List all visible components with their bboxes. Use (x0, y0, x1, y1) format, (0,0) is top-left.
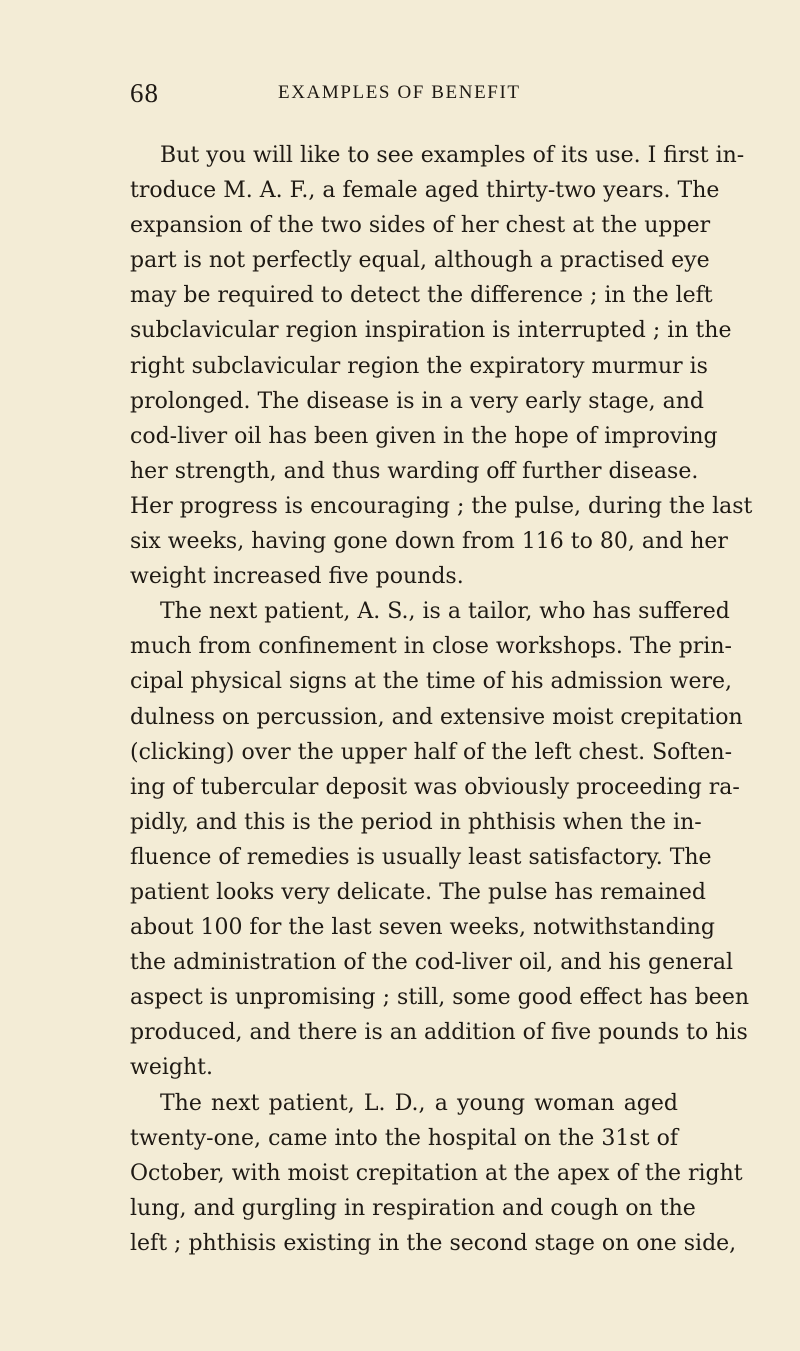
text-line: about 100 for the last seven weeks, notwithstanding (130, 915, 715, 941)
text-line: October, with moist crepitation at the apex of the right (130, 1160, 743, 1186)
text-line: the administration of the cod-liver oil, and his general (130, 950, 734, 976)
page-number: 68 (130, 78, 159, 108)
text-line: patient looks very delicate. The pulse has remained (130, 879, 706, 905)
text-line: ing of tubercular deposit was obviously proceeding ra- (130, 774, 740, 800)
running-head (130, 78, 670, 108)
paragraph-2 (130, 594, 750, 1085)
text-line: fluence of remedies is usually least satisfactory. The (130, 844, 712, 870)
paragraph-3 (130, 1086, 743, 1261)
text-line: The next patient, A. S., is a tailor, who has suffered (160, 599, 730, 625)
text-line: weight. (130, 1055, 213, 1081)
text-line: The next patient, L. D., a young woman aged (160, 1090, 678, 1116)
text-line: lung, and gurgling in respiration and cough on the (130, 1195, 696, 1221)
text-line: six weeks, having gone down from 116 to 80, and her (130, 529, 728, 555)
text-line: part is not perfectly equal, although a practised eye (130, 248, 710, 274)
text-line: dulness on percussion, and extensive moist crepitation (130, 704, 743, 730)
running-title: EXAMPLES OF BENEFIT (278, 82, 521, 103)
text-line: left ; phthisis existing in the second stage on one side, (130, 1230, 737, 1256)
text-line: cod-liver oil has been given in the hope of improving (130, 423, 718, 449)
text-line: weight increased five pounds. (130, 564, 464, 590)
text-line: Her progress is encouraging ; the pulse, during the last (130, 493, 753, 519)
text-line: But you will like to see examples of its use. I first in- (160, 143, 745, 168)
text-line: (clicking) over the upper half of the left chest. Soften- (130, 739, 733, 765)
text-line: prolonged. The disease is in a very early stage, and (130, 388, 704, 414)
text-line: troduce M. A. F., a female aged thirty-two years. The (130, 178, 720, 204)
text-line: may be required to detect the difference ; in the left (130, 283, 713, 309)
text-line: twenty-one, came into the hospital on the 31st of (130, 1125, 678, 1151)
text-line: right subclavicular region the expiratory murmur is (130, 353, 708, 379)
text-line: her strength, and thus warding off further disease. (130, 458, 699, 484)
text-line: subclavicular region inspiration is interrupted ; in the (130, 318, 732, 344)
text-line: cipal physical signs at the time of his admission were, (130, 669, 733, 695)
text-line: produced, and there is an addition of five pounds to his (130, 1020, 748, 1046)
body-text (130, 138, 753, 1261)
paragraph-1 (130, 138, 753, 594)
text-line: aspect is unpromising ; still, some good effect has been (130, 985, 750, 1011)
text-line: expansion of the two sides of her chest at the upper (130, 213, 711, 239)
text-line: pidly, and this is the period in phthisis when the in- (130, 809, 702, 835)
text-line: much from confinement in close workshops. The prin- (130, 634, 732, 660)
